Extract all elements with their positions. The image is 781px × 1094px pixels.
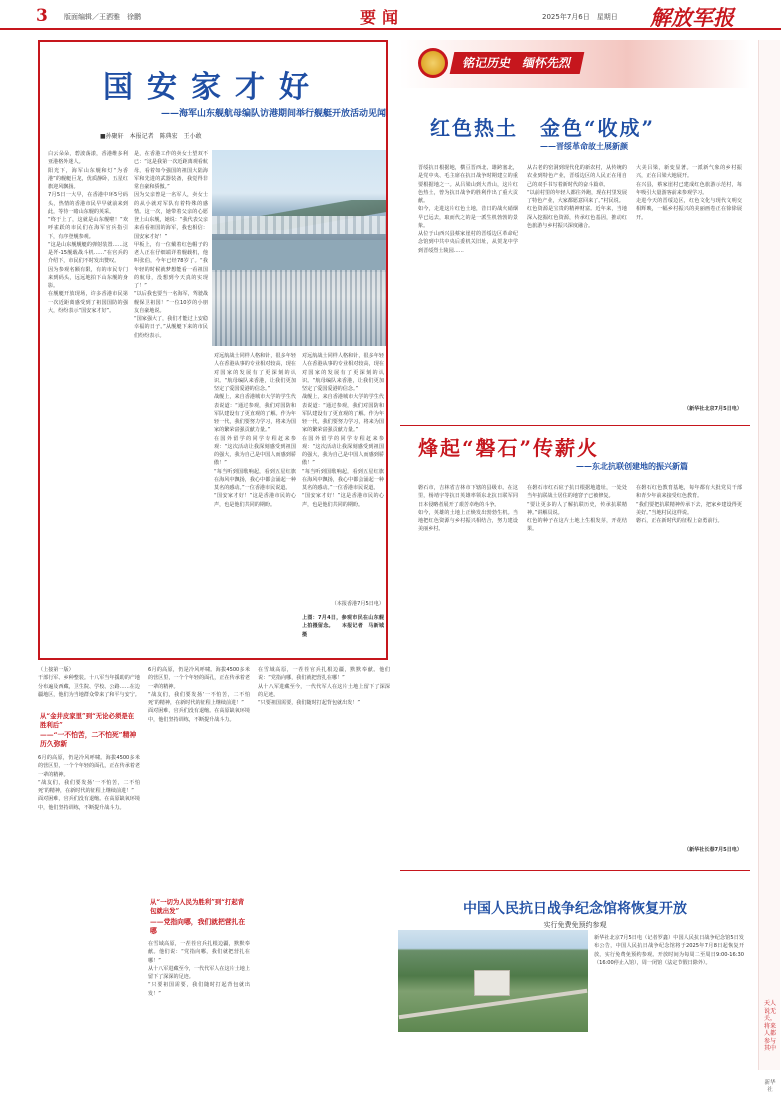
story3-column-1: 磐石市，吉林省吉林市下辖的县级市。在这里，杨靖宇等抗日英雄率领东北抗日联军同日本侵略者展开了艰苦卓绝的斗争。 如今，英雄的土地上正焕发出勃勃生机。当地把红色资源与乡村振兴相结合，努力建设美丽乡村。 [418, 485, 518, 533]
sidebar-vertical-text: 天人说无关，将来人都参与其中 [764, 1000, 777, 1052]
photo-caption: 上图：7月4日，参观市民在山东舰上拍摄留念。 本报记者 马新城 摄 [302, 615, 390, 638]
feature-subtitle: ——海军山东舰航母编队访港期间举行舰艇开放活动见闻 [160, 109, 386, 119]
feature-column-4: 对远航战士同样人格和针，很多年轻人在香港从事的专业相对较高，现在对国家的发展有了更深刻的认识。“航母编队来香港，让我们更加坚定了爱国爱港的信念。” 战舰上，来自香港城市大学的学生代表说道：“通过参观，我们对国防和军队建设有了更直观的了解。作为年轻一代，我们要努力学习，将来为国家的繁荣富强贡献力量。” 在国外留学的同学专程赶来参观：“这次活动让我深刻感受到祖国的强大，我为自己是中国人而感到骄傲！” “每当听到国歌响起，看到五星红旗在海风中飘扬，我心中都会涌起一种莫名的感动。”一位香港市民说道。 “国安家才好！”这是香港市民的心声，也是他们共同的期盼。 [302, 353, 384, 508]
banner-text: 铭记历史 缅怀先烈 [450, 52, 585, 74]
newspaper-logo: 解放军报 [650, 5, 734, 30]
continued-intro: （上接第一版） 干部行军、乡种整装。十八军当年援助的产地分布遍及西藏，卫生院、学校、公路……在边疆地区，他们为当地群众带来了和平与安宁。 [38, 667, 140, 698]
left-story-body-1: 6月的高原，仍是冷风呼啸。海拔4500多米的营区里，一个个年轻的面孔，正在传承着老一辈的精神。 “战友们，我们要发扬‘一不怕苦，二不怕死’的精神，在新时代的征程上继续前进！” 面对困难，官兵们没有退缩。在高原缺氧环境中，他们坚持训练，不断提升战斗力。 [38, 755, 140, 811]
story3-column-3: 在磐石红色教育基地，每年都有大批党员干部和青少年前来接受红色教育。 “我们要把抗联精神传承下去，把家乡建设得更美好。”当地村民这样说。 磐石，正在新时代的征程上奋勇前行。 [636, 485, 742, 524]
feature-column-3: 对远航战士同样人格和针，很多年轻人在香港从事的专业相对较高，现在对国家的发展有了更深刻的认识。“航母编队来香港，让我们更加坚定了爱国爱港的信念。” 战舰上，来自香港城市大学的学生代表说道：“通过参观，我们对国防和军队建设有了更直观的了解。作为年轻一代，我们要努力学习，将来为国家的繁荣富强贡献力量。” 在国外留学的同学专程赶来参观：“这次活动让我深刻感受到祖国的强大，我为自己是中国人而感到骄傲！” “每当听到国歌响起，看到五星红旗在海风中飘扬，我心中都会涌起一种莫名的感动。”一位香港市民说道。 “国安家才好！”这是香港市民的心声，也是他们共同的期盼。 [214, 353, 296, 508]
story4-body: 新华社北京7月5日电（记者罗鑫）中国人民抗日战争纪念馆5日发布公告，中国人民抗日战争纪念馆将于2025年7月8日起恢复开放，实行免费免预约参观。开放时间为每周二至周日9:00-16:30（16:00停止入馆），周一闭馆（法定节假日除外）。 [594, 935, 744, 966]
divider [400, 425, 750, 426]
feature-story [38, 40, 388, 660]
story3-title: 烽起“磐石”传薪火 [418, 436, 600, 460]
issue-date: 2025年7月6日 星期日 [542, 13, 618, 21]
left-story-column-2: 6月的高原，仍是冷风呼啸。海拔4500多米的营区里，一个个年轻的面孔，正在传承着老一辈的精神。 “战友们，我们要发扬‘一不怕苦，二不怕死’的精神，在新时代的征程上继续前进！” 面对困难，官兵们没有退缩。在高原缺氧环境中，他们坚持训练，不断提升战斗力。 [148, 667, 250, 723]
feature-byline: ■孙聚轩 本报记者 陈典宏 王小敢 [100, 133, 202, 140]
party-emblem-icon [418, 48, 448, 78]
story2-title: 红色热土 金色“收成” [430, 116, 656, 140]
story4-subtitle: 实行免费免预约参观 [543, 921, 607, 929]
section-heading-4: ——党指向哪，我们就把营扎在哪 [150, 918, 246, 935]
section-heading-1: 从“金井皮家里”到“无论必须是在胜利后” [40, 712, 135, 729]
feature-dateline: （本报香港7月5日电） [331, 601, 384, 607]
section-title: 要闻 [360, 8, 405, 27]
divider [400, 870, 750, 871]
margin-sidebar [758, 40, 780, 1093]
feature-column-2: 是，在香港工作的卖女士望双不已：“这是我第一次近距离观看航母，看着如今强国的祖国大陆海军和先进的武器装备，我觉得非常自豪和骄傲。” 因为父亲曾是一名军人，卖女士的从小就对军队有着特殊的感情。这一次，她带着父亲的心愿登上山东舰，她说：“我代表父亲来看看祖国的海军，我也相信：国安家才好！” 甲板上，有一位戴着红色帽子的老人正在仔细端详着舰载机，他叫张伯，今年已经78岁了。“我年轻的时候就梦想能看一看祖国的航母，没想到今天真的实现了！” “以后我也要当一名海军，驾驶战舰保卫祖国！”一位10岁的小朋友自豪地说。 “国家强大了，我们才能过上安稳幸福的日子。”从舰艇下来的市民们纷纷表示。 [134, 151, 208, 339]
section-heading-3: 从“一切为人民为胜利”到“打起背包就出发” [150, 898, 245, 915]
left-story-column-3: 在雪域高原，一茬茬官兵扎根边疆，默默奉献。他们说：“党指向哪，我们就把营扎在哪！” 从十八军进藏至今，一代代军人在这片土地上留下了深深的足迹。 “只要祖国需要，我们随时打起背包就出发！” [258, 667, 390, 706]
feature-title: 国安家才好 [103, 70, 323, 105]
sidebar-editor: 新华社 [764, 1080, 776, 1093]
page-info: 版面编辑／王洒雅 徐鹏 [64, 13, 141, 21]
story2-column-2: 从古老的窑洞到现代化的新农村，从传统的农业到特色产业，晋绥边区的人民正在用自己的双手书写着新时代的奋斗篇章。 “以前村里的年轻人都往外跑，现在村里发展了特色产业，大家都愿意回来了。”村民说。 红色资源是宝贵的精神财富。近年来，当地深入挖掘红色资源，传承红色基因，推动红色旅游与乡村振兴深度融合。 [527, 165, 627, 229]
section-heading-2: ——“一不怕苦，二不怕死”精神历久弥新 [40, 731, 137, 748]
story2-column-1: 晋绥抗日根据地，横亘晋西北、雄跨塞北，是党中央、毛主席在抗日战争时期建立的重要根据地之一。从吕梁山到大青山，这片红色热土，曾为抗日战争的胜利作出了重大贡献。 如今，走进这片红色土地，昔日的战火硝烟早已远去，取而代之的是一派生机勃勃的景象。 从位于山西兴县蔡家崖村的晋绥边区革命纪念馆到中共中央后委机关旧址，从贺龙中学到晋绥烈士陵园…… [418, 165, 518, 254]
story3-dateline: （新华社长春7月5日电） [683, 847, 742, 853]
left-story-body-2: 在雪域高原，一茬茬官兵扎根边疆，默默奉献。他们说：“党指向哪，我们就把营扎在哪！” 从十八军进藏至今，一代代军人在这片土地上留下了深深的足迹。 “只要祖国需要，我们随时打起背包就出发！” [148, 941, 250, 997]
page-header [0, 0, 781, 30]
story2-byline [418, 164, 518, 419]
story3-column-2: 在磐石市红石砬子抗日根据地遗址，一处处当年抗联战士居住的地窨子已被修复。 “要让更多的人了解抗联历史，传承抗联精神。”讲解员说。 红色的种子在这片土地上生根发芽，开花结果。 [527, 485, 627, 533]
museum-aerial-photo [398, 930, 588, 1032]
story2-column-3: 大美吕梁，新变显著。一派新气象的乡村振兴，正在吕梁大地展开。 在兴县，蔡家崖村已建成红色旅游示范村，每年吸引大量游客前来参观学习。 走进今天的晋绥边区，红色文化与现代文明交相辉映，一幅乡村振兴的美丽画卷正在徐徐展开。 [636, 165, 742, 221]
story4-title: 中国人民抗日战争纪念馆将恢复开放 [463, 901, 687, 917]
story2-dateline: （新华社北京7月5日电） [683, 406, 742, 412]
story2-subtitle: ——晋绥革命故土展新颜 [540, 141, 628, 151]
feature-column-1: 白云朵朵，碧波荡漾，香港维多利亚港格外迷人。 阳光下，海军山东舰和灯“为香港”的舰艇巨龙，优质静卧，五星红旗迎风飘扬。 7月5日一大早，在香港中环5号码头，热情的香港市民早早就前来到此，等待一睹山东舰的英采。 “终于上了，这就是山东舰啦！”欢呼雀跃的市民们在海军官兵指引下，有序登舰参观。 “这是山东舰舰艇的弹射装置……这是歼-15舰载战斗机……”在官兵的介绍下，市民们不时发出赞叹。 因为参观名额有限，有的市民专门来到码头，远远地拍下山东舰的身影。 在舰艇开放现场，许多香港市民第一次近距离感受到了祖国国防的强大，纷纷表示“国安家才好”。 [48, 151, 128, 314]
story3-subtitle: ——东北抗联创建地的振兴新篇 [576, 461, 688, 471]
history-banner [400, 40, 750, 88]
page-number: 3 [36, 6, 48, 26]
aircraft-carrier-photo [212, 150, 386, 346]
